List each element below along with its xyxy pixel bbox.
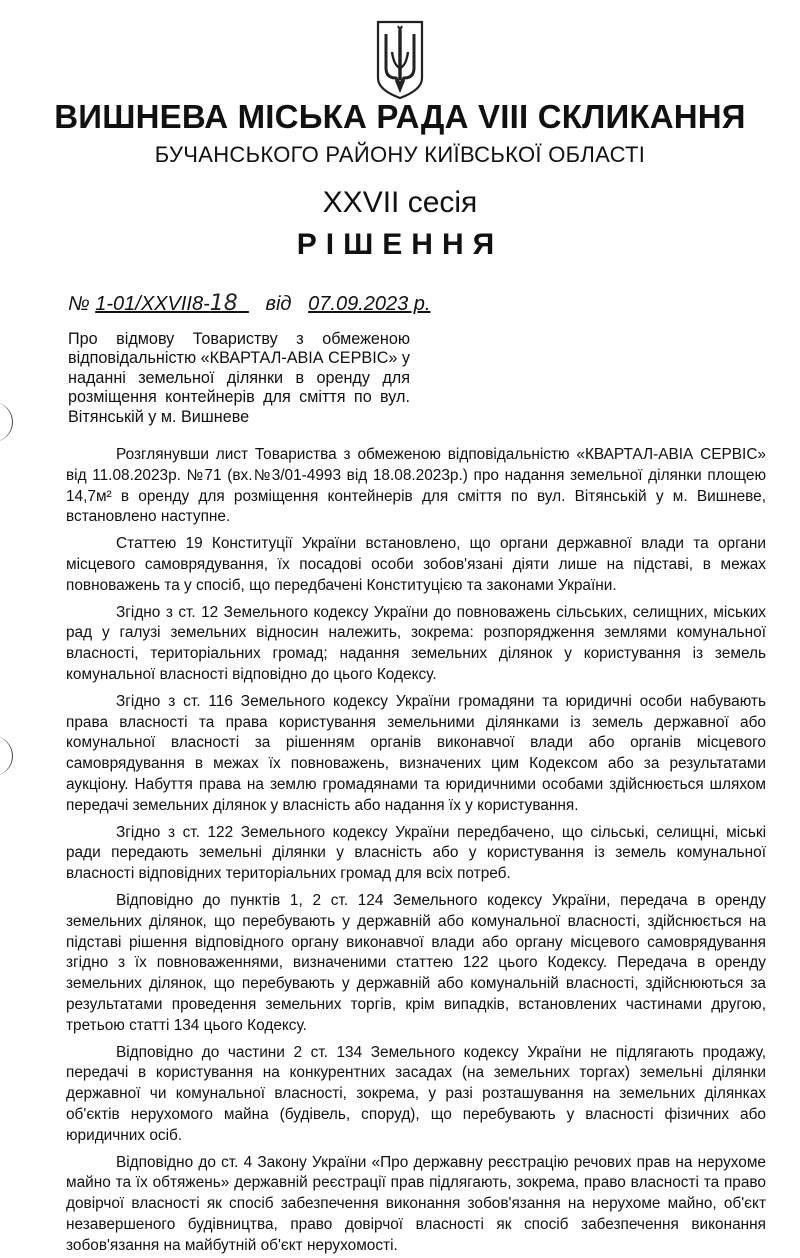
paragraph: Згідно з ст. 116 Земельного кодексу України громадяни та юридичні особи набувають права власності та права користування земельними ділянками із земель державної або комунальної власності за рішенням органів виконавчої влади або органів місцевого самоврядування в межах їх повноважень, визначених цим Кодексом або за результатами аукціону. Набуття права на землю громадянами та юридичними особами здійснюється шляхом передачі земельних ділянок у власність або надання їх у користування.	[66, 692, 766, 814]
trident-emblem-icon	[372, 18, 428, 100]
document-type-heading: РІШЕННЯ	[296, 228, 504, 261]
paragraph: Відповідно до частини 2 ст. 134 Земельного кодексу України не підлягають продажу, передачі в користування на конкурентних засадах (на земельних торгах) земельні ділянки державної чи комунальної власності, зокрема, у разі розташування на земельних ділянках об'єктів нерухомого майна (будівель, споруд), що перебувають у власності фізичних або юридичних осіб.	[66, 1043, 766, 1144]
decision-number: 1-01/XXVII8-18	[95, 291, 238, 316]
paragraph: Статтею 19 Конституції України встановлено, що органи державної влади та органи місцевого самоврядування, їх посадові особи зобов'язані діяти лише на підставі, в межах повноважень та у спосіб, що передбачені Конституцією та законами України.	[66, 535, 766, 594]
decision-number-line	[68, 291, 431, 316]
paragraph: Згідно з ст. 122 Земельного кодексу України передбачено, що сільські, селищні, міські ради передають земельні ділянки у власність або у користування із земель комунальної власності відповідних територіальних громад для всіх потреб.	[66, 823, 766, 883]
district-subtitle: БУЧАНСЬКОГО РАЙОНУ КИЇВСЬКОЇ ОБЛАСТІ	[154, 142, 646, 167]
decision-subject: Про відмову Товариству з обмеженою відповідальністю «КВАРТАЛ-АВІА СЕРВІС» у наданні земельної ділянки в оренду для розміщення контейнерів для сміття по вул. Вітянській у м. Вишневе	[68, 330, 410, 426]
handwritten-number: 18	[209, 291, 238, 316]
number-prefix: №	[68, 293, 90, 315]
binder-hole-mark	[0, 402, 13, 442]
paragraph: Відповідно до ст. 4 Закону України «Про державну реєстрацію речових прав на нерухоме майно та їх обтяжень» державній реєстрації прав підлягають, зокрема, право власності та право довірчої власності як спосіб забезпечення виконання зобов'язання на нерухоме майно, об'єкт незавершеного будівництва, право довірчої власності як спосіб забезпечення виконання зобов'язання на майбутній об'єкт нерухомості.	[66, 1153, 766, 1254]
date-prefix: від	[265, 293, 292, 315]
binder-hole-mark	[0, 736, 13, 776]
paragraph: Розглянувши лист Товариства з обмеженою відповідальністю «КВАРТАЛ-АВІА СЕРВІС» від 11.08.2023р. №71 (вх.№3/01-4993 від 18.08.2023р.) про надання земельної ділянки площею 14,7м² в оренду для розміщення контейнерів для сміття по вул. Вітянській у м. Вишневе, встановлено наступне.	[66, 446, 766, 526]
session-label: XXVII сесія	[322, 186, 478, 219]
paragraph: Відповідно до пунктів 1, 2 ст. 124 Земельного кодексу України, передача в оренду земельних ділянок, що перебувають у державній або комунальної власності, здійснюється на підставі рішення відповідного органу виконавчої влади або органу місцевого самоврядування згідно з їх повноваженнями, визначеними статтею 122 цього Кодексу. Передача в оренду земельних ділянок, що перебувають у державній або комунальній власності, здійснюються за результатами проведення земельних торгів, крім випадків, встановлених частинами другою, третьою статті 134 цього Кодексу.	[66, 891, 766, 1034]
decision-date: 07.09.2023 р.	[308, 293, 431, 315]
paragraph: Згідно з ст. 12 Земельного кодексу України до повноважень сільських, селищних, міських рад у галузі земельних відносин належить, зокрема: розпорядження землями комунальної власності, територіальних громад; надання земельних ділянок у користування із земель комунальної власності відповідно до цього Кодексу.	[66, 603, 766, 683]
document-body	[66, 445, 766, 1258]
council-title: ВИШНЕВА МІСЬКА РАДА VIII СКЛИКАННЯ	[54, 98, 746, 135]
